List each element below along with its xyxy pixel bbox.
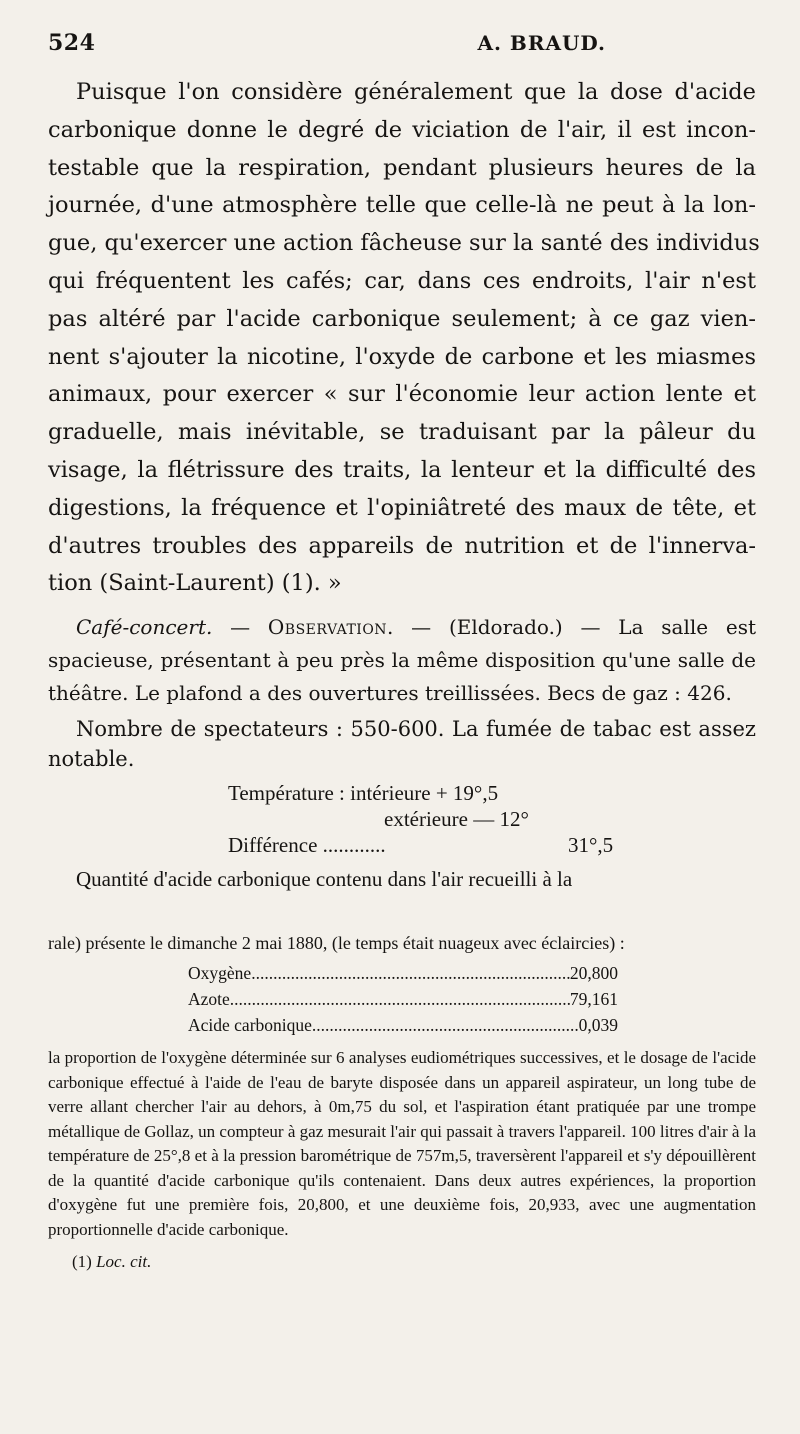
temperature-exterior-value: — 12° — [473, 807, 529, 832]
gas-name: Azote — [188, 989, 230, 1010]
footnote-marker: (1) — [72, 1252, 92, 1272]
gas-row — [188, 986, 618, 1012]
paragraph-line: animaux, pour exercer « sur l'économie leur action lente et — [48, 381, 756, 408]
dash: — — [212, 615, 268, 640]
rale-line: rale) présente le dimanche 2 mai 1880, (le temps était nuageux avec éclaircies) : — [48, 933, 625, 954]
temperature-interior-row — [48, 780, 756, 806]
paragraph-line: pas altéré par l'acide carbonique seulement; à ce gaz vien- — [48, 305, 756, 332]
paragraph-line: nent s'ajouter la nicotine, l'oxyde de carbone et les miasmes — [48, 343, 756, 370]
gas-row — [188, 1012, 618, 1038]
temperature-interior-label: Température : intérieure — [228, 781, 431, 806]
page-header — [48, 30, 756, 74]
leader-dots — [230, 986, 570, 1012]
temperature-interior-value: + 19°,5 — [435, 781, 499, 806]
footnote-text: Loc. cit. — [96, 1252, 152, 1272]
main-paragraph — [48, 74, 760, 603]
paragraph-line: graduelle, mais inévitable, se traduisant par la pâleur du — [48, 419, 756, 446]
cafe-concert-title: Café-concert. — [76, 615, 213, 640]
temperature-difference-row — [48, 832, 756, 858]
gas-value: 79,161 — [569, 989, 618, 1010]
gas-composition-table — [188, 960, 618, 1038]
temperature-difference-label: Différence ............ — [228, 833, 386, 858]
gas-name: Oxygène — [188, 963, 252, 984]
temperature-exterior-row — [48, 806, 756, 832]
paragraph-line: d'autres troubles des appareils de nutrition et de l'innerva- — [48, 532, 756, 559]
gas-value: 0,039 — [578, 1015, 618, 1036]
paragraph-line: tion (Saint-Laurent) (1). » — [48, 570, 342, 597]
gas-value: 20,800 — [569, 963, 618, 984]
footnote — [48, 1252, 756, 1272]
closing-paragraph: la proportion de l'oxygène déterminée sur 6 analyses eudiométriques successives, et le dosage de l'acide carbonique effectué à l'aide de l'eau de baryte disposée dans un appareil aspirateur, un long tube de verre allant chercher l'air au dehors, à 0m,75 du sol, et l'aspiration étant pratiquée par une trompe métallique de Gollaz, un compteur à gaz mesurait l'air qui passait à travers l'appareil. 100 litres d'air à la température de 25°,8 et à la pression barométrique de 757m,5, traversèrent l'appareil et s'y dépouillèrent de la quantité d'acide carbonique qu'ils contenaient. Dans deux autres expériences, la proportion d'oxygène fut une première fois, 20,800, et une deuxième fois, 20,933, avec une augmentation proportionnelle d'acide carbonique. — [48, 1048, 756, 1239]
page-number: 524 — [48, 30, 96, 56]
spacer — [48, 894, 756, 930]
gas-name: Acide carbonique — [188, 1015, 312, 1036]
paragraph-line: journée, d'une atmosphère telle que celle-là ne peut à la lon- — [48, 192, 756, 219]
quantity-line: Quantité d'acide carbonique contenu dans l'air recueilli à la — [76, 867, 573, 892]
paragraph-line: testable que la respiration, pendant plusieurs heures de la — [48, 154, 756, 181]
leader-dots — [312, 1012, 579, 1038]
cafe-concert-observation — [48, 611, 756, 710]
paragraph-line: carbonique donne le degré de viciation de l'air, il est incon- — [48, 116, 756, 143]
paragraph-line: Puisque l'on considère généralement que la dose d'acide — [76, 79, 756, 105]
observation-heading: Observation — [267, 615, 388, 640]
cafe-description: . — (Eldorado.) — La salle est spacieuse, présentant à peu près la même disposition qu'une salle de théâtre. Le plafond a des ouvertures treillissées. Becs de gaz : 426. — [48, 615, 756, 706]
paragraph-line: qui fréquentent les cafés; car, dans ces endroits, l'air n'est — [48, 267, 756, 294]
spectators-paragraph: Nombre de spectateurs : 550-600. La fumée de tabac est assez notable. — [48, 717, 756, 772]
paragraph-line: visage, la flétrissure des traits, la lenteur et la difficulté des — [48, 456, 756, 483]
paragraph-line: gue, qu'exercer une action fâcheuse sur la santé des individus — [48, 230, 760, 257]
temperature-difference-value: 31°,5 — [568, 833, 614, 858]
paragraph-line: digestions, la fréquence et l'opiniâtreté des maux de tête, et — [48, 494, 756, 521]
temperature-exterior-label: extérieure — [384, 807, 468, 832]
gas-row — [188, 960, 618, 986]
running-head: A. BRAUD. — [477, 31, 606, 55]
leader-dots — [251, 960, 570, 986]
temperature-block — [48, 780, 756, 858]
